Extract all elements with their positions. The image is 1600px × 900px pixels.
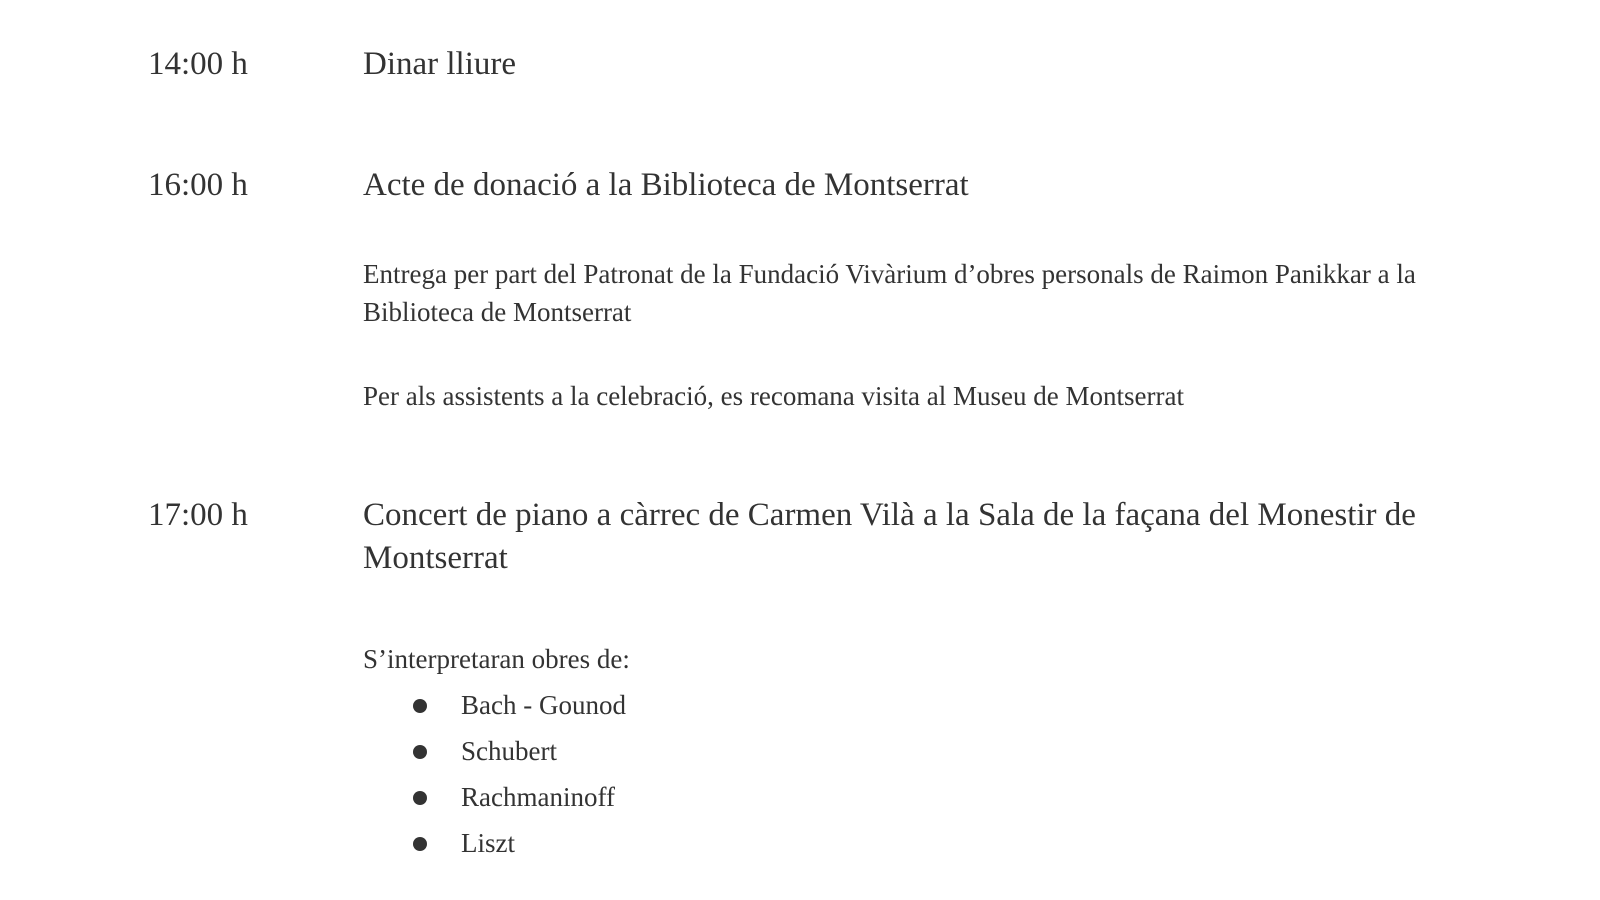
- bullet-icon: [413, 837, 427, 851]
- work-composer: Schubert: [461, 736, 557, 766]
- event-title-concert: Concert de piano a càrrec de Carmen Vilà a la Sala de la façana del Monestir de Montserrat: [363, 497, 1416, 576]
- time-1600: 16:00 h: [148, 167, 248, 203]
- bullet-icon: [413, 791, 427, 805]
- works-intro: S’interpretaran obres de:: [363, 644, 630, 674]
- list-item: [363, 820, 630, 866]
- work-composer: Rachmaninoff: [461, 782, 615, 812]
- time-1400: 14:00 h: [148, 46, 248, 82]
- list-item: [363, 682, 630, 728]
- time-1700: 17:00 h: [148, 497, 248, 533]
- work-composer: Liszt: [461, 828, 515, 858]
- works-list: [363, 640, 630, 866]
- event-title-donation: Acte de donació a la Biblioteca de Montserrat: [363, 167, 969, 203]
- list-item: [363, 774, 630, 820]
- list-item: [363, 728, 630, 774]
- bullet-icon: [413, 745, 427, 759]
- museum-recommendation: Per als assistents a la celebració, es recomana visita al Museu de Montserrat: [363, 381, 1184, 411]
- event-title-lunch: Dinar lliure: [363, 46, 517, 82]
- donation-description: Entrega per part del Patronat de la Fundació Vivàrium d’obres personals de Raimon Panikkar a la Biblioteca de Montserrat: [363, 259, 1416, 327]
- work-composer: Bach - Gounod: [461, 690, 626, 720]
- bullet-icon: [413, 699, 427, 713]
